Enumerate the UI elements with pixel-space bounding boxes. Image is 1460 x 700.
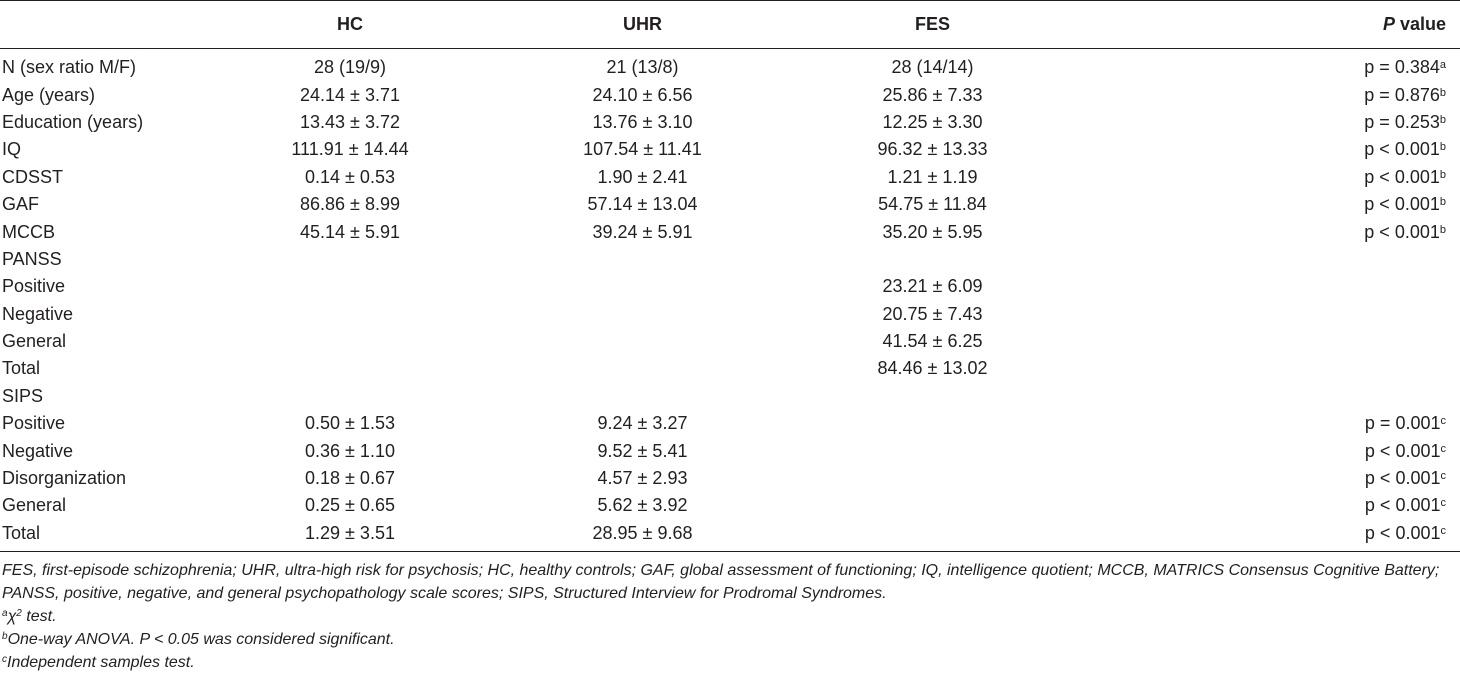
cell-uhr (495, 355, 790, 382)
header-p-italic: P (1382, 14, 1395, 34)
table-row (0, 437, 1460, 464)
row-label: Disorganization (2, 468, 127, 489)
row-label: Negative (2, 303, 74, 324)
cell-p-value (1075, 301, 1460, 328)
cell-uhr (495, 328, 790, 355)
cell-uhr (495, 273, 790, 300)
cell-hc: 24.14 ± 3.71 (300, 84, 400, 105)
cell-hc (205, 273, 495, 300)
p-value-text: p < 0.001 (1364, 468, 1441, 489)
table-body (0, 49, 1460, 552)
row-label: Total (2, 358, 41, 379)
cell-uhr: 57.14 ± 13.04 (587, 194, 698, 215)
cell-fes: 35.20 ± 5.95 (882, 221, 983, 242)
cell-uhr: 5.62 ± 3.92 (597, 495, 688, 516)
cell-uhr: 28.95 ± 9.68 (495, 520, 790, 552)
row-label: PANSS (2, 248, 62, 269)
cell-hc: 1.29 ± 3.51 (205, 520, 495, 552)
p-value-footnote-mark: c (1440, 415, 1446, 428)
cell-p-value (1075, 465, 1460, 492)
table-row (0, 410, 1460, 437)
p-value-footnote-mark: c (1440, 524, 1446, 537)
table-row (0, 164, 1460, 191)
cell-fes: 28 (14/14) (891, 57, 974, 78)
cell-hc (205, 355, 495, 382)
table-row (0, 520, 1460, 552)
header-hc: HC (205, 1, 495, 49)
p-value-footnote-mark: b (1439, 141, 1446, 154)
cell-fes: 25.86 ± 7.33 (882, 84, 983, 105)
row-label: IQ (2, 139, 22, 160)
p-value-text: p < 0.001 (1364, 139, 1440, 160)
row-label: Education (years) (2, 111, 144, 132)
row-label: CDSST (2, 166, 64, 187)
footnote-c-text: Independent samples test. (7, 654, 195, 672)
row-label: Positive (2, 413, 66, 434)
cell-hc (205, 328, 495, 355)
p-value-footnote-mark: b (1439, 86, 1446, 99)
p-value-text: p < 0.001 (1364, 495, 1441, 516)
cell-p-value (1075, 191, 1460, 218)
cell-fes (790, 383, 1075, 410)
table-row (0, 492, 1460, 519)
cell-p-value (1075, 410, 1460, 437)
p-value-footnote-mark: c (1440, 442, 1446, 455)
table-row (0, 136, 1460, 163)
table-row (0, 218, 1460, 245)
p-value-footnote-mark: b (1439, 196, 1446, 209)
cell-p-value (1075, 520, 1460, 552)
cell-hc: 0.36 ± 1.10 (305, 440, 395, 461)
cell-uhr: 107.54 ± 11.41 (583, 139, 702, 160)
table-row (0, 273, 1460, 300)
p-value-footnote-mark: c (1440, 497, 1446, 510)
demographics-table (0, 1, 1460, 552)
cell-fes: 54.75 ± 11.84 (878, 194, 987, 215)
p-value-text: p = 0.253 (1364, 111, 1440, 132)
cell-p-value (1075, 164, 1460, 191)
cell-p-value (1075, 81, 1460, 108)
cell-uhr: 4.57 ± 2.93 (597, 468, 688, 489)
cell-p-value (1075, 49, 1460, 82)
p-value-footnote-mark: b (1439, 168, 1446, 181)
cell-fes: 96.32 ± 13.33 (877, 139, 988, 160)
row-label: GAF (2, 194, 40, 215)
p-value-text: p < 0.001 (1364, 221, 1440, 242)
p-value-text: p < 0.001 (1364, 166, 1440, 187)
cell-uhr: 1.90 ± 2.41 (597, 166, 688, 187)
cell-hc: 111.91 ± 14.44 (291, 139, 409, 160)
row-label: General (2, 495, 67, 516)
cell-hc: 13.43 ± 3.72 (300, 111, 400, 132)
cell-fes (790, 246, 1075, 273)
row-label: MCCB (2, 221, 55, 242)
footnote-b-text: One-way ANOVA. P < 0.05 was considered significant. (7, 631, 395, 649)
cell-p-value (1075, 246, 1460, 273)
footnote-b-mark: b (2, 631, 8, 643)
cell-p-value (1075, 328, 1460, 355)
cell-p-value (1075, 492, 1460, 519)
cell-hc (205, 383, 495, 410)
table-row (0, 109, 1460, 136)
header-uhr: UHR (495, 1, 790, 49)
cell-fes (790, 465, 1075, 492)
cell-hc: 0.25 ± 0.65 (305, 495, 395, 516)
cell-hc (205, 301, 495, 328)
cell-fes (790, 520, 1075, 552)
footnote-c (2, 651, 1460, 674)
cell-p-value (1075, 136, 1460, 163)
p-value-footnote-mark: c (1440, 470, 1446, 483)
p-value-text: p < 0.001 (1364, 440, 1441, 461)
table-row (0, 191, 1460, 218)
cell-uhr: 13.76 ± 3.10 (592, 111, 693, 132)
cell-p-value (1075, 437, 1460, 464)
cell-fes: 23.21 ± 6.09 (882, 276, 983, 297)
p-value-footnote-mark: a (1439, 59, 1446, 72)
p-value-text: p = 0.384 (1364, 57, 1440, 78)
table-row (0, 81, 1460, 108)
footnote-a-rest: test. (21, 608, 57, 626)
table-row (0, 328, 1460, 355)
table-row (0, 301, 1460, 328)
p-value-footnote-mark: b (1439, 223, 1446, 236)
footnote-a-mark: a (2, 608, 8, 620)
cell-p-value (1075, 273, 1460, 300)
footnote-abbreviations: FES, first-episode schizophrenia; UHR, ultra-high risk for psychosis; HC, healthy controls; GAF, global assessment of functioning; IQ, intelligence quotient; MCCB, MATRICS Consensus Cognitive Battery; PANSS, positive, negative, and general psychopathology scale scores; SIPS, Structured Interview for Prodromal Syndromes. (2, 562, 1440, 603)
cell-hc (205, 246, 495, 273)
cell-fes: 20.75 ± 7.43 (882, 303, 983, 324)
cell-p-value (1075, 383, 1460, 410)
footnote-a (2, 605, 1460, 628)
row-label: SIPS (2, 385, 44, 406)
cell-fes: 84.46 ± 13.02 (877, 358, 988, 379)
row-label: N (sex ratio M/F) (2, 57, 137, 78)
header-fes: FES (790, 1, 1075, 49)
row-label: Negative (2, 440, 74, 461)
cell-uhr: 21 (13/8) (606, 57, 679, 78)
row-label: General (2, 331, 67, 352)
header-p-rest: value (1394, 14, 1446, 34)
footnote-a-sup: 2 (16, 608, 22, 620)
p-value-text: p < 0.001 (1364, 522, 1441, 543)
cell-fes (790, 410, 1075, 437)
table-row (0, 383, 1460, 410)
p-value-footnote-mark: b (1439, 113, 1446, 126)
header-p-value (1075, 1, 1460, 49)
cell-p-value (1075, 218, 1460, 245)
cell-uhr: 9.24 ± 3.27 (597, 413, 688, 434)
p-value-text: p = 0.876 (1364, 84, 1440, 105)
cell-fes (790, 492, 1075, 519)
footnote-c-mark: c (2, 654, 7, 666)
table-row (0, 355, 1460, 382)
cell-fes: 41.54 ± 6.25 (882, 331, 983, 352)
cell-uhr: 39.24 ± 5.91 (592, 221, 693, 242)
row-label: Total (0, 520, 205, 552)
cell-uhr: 24.10 ± 6.56 (592, 84, 693, 105)
footnote-b (2, 628, 1460, 651)
table-row (0, 49, 1460, 82)
header-label (0, 1, 205, 49)
p-value-text: p < 0.001 (1364, 194, 1440, 215)
table-header-row (0, 1, 1460, 49)
cell-hc: 0.50 ± 1.53 (305, 413, 395, 434)
cell-uhr (495, 383, 790, 410)
cell-hc: 28 (19/9) (313, 57, 387, 78)
p-value-text: p = 0.001 (1364, 413, 1441, 434)
cell-hc: 0.18 ± 0.67 (305, 468, 395, 489)
cell-fes (790, 437, 1075, 464)
cell-hc: 0.14 ± 0.53 (305, 166, 395, 187)
cell-uhr (495, 301, 790, 328)
cell-hc: 45.14 ± 5.91 (300, 221, 400, 242)
cell-uhr (495, 246, 790, 273)
footnote-a-chi: χ (7, 608, 17, 626)
table-row (0, 246, 1460, 273)
cell-hc: 86.86 ± 8.99 (300, 194, 400, 215)
row-label: Positive (2, 276, 66, 297)
table-footnotes (0, 559, 1460, 674)
cell-fes: 1.21 ± 1.19 (887, 166, 978, 187)
cell-fes: 12.25 ± 3.30 (882, 111, 983, 132)
cell-p-value (1075, 355, 1460, 382)
row-label: Age (years) (2, 84, 96, 105)
table-row (0, 465, 1460, 492)
cell-p-value (1075, 109, 1460, 136)
cell-uhr: 9.52 ± 5.41 (597, 440, 688, 461)
